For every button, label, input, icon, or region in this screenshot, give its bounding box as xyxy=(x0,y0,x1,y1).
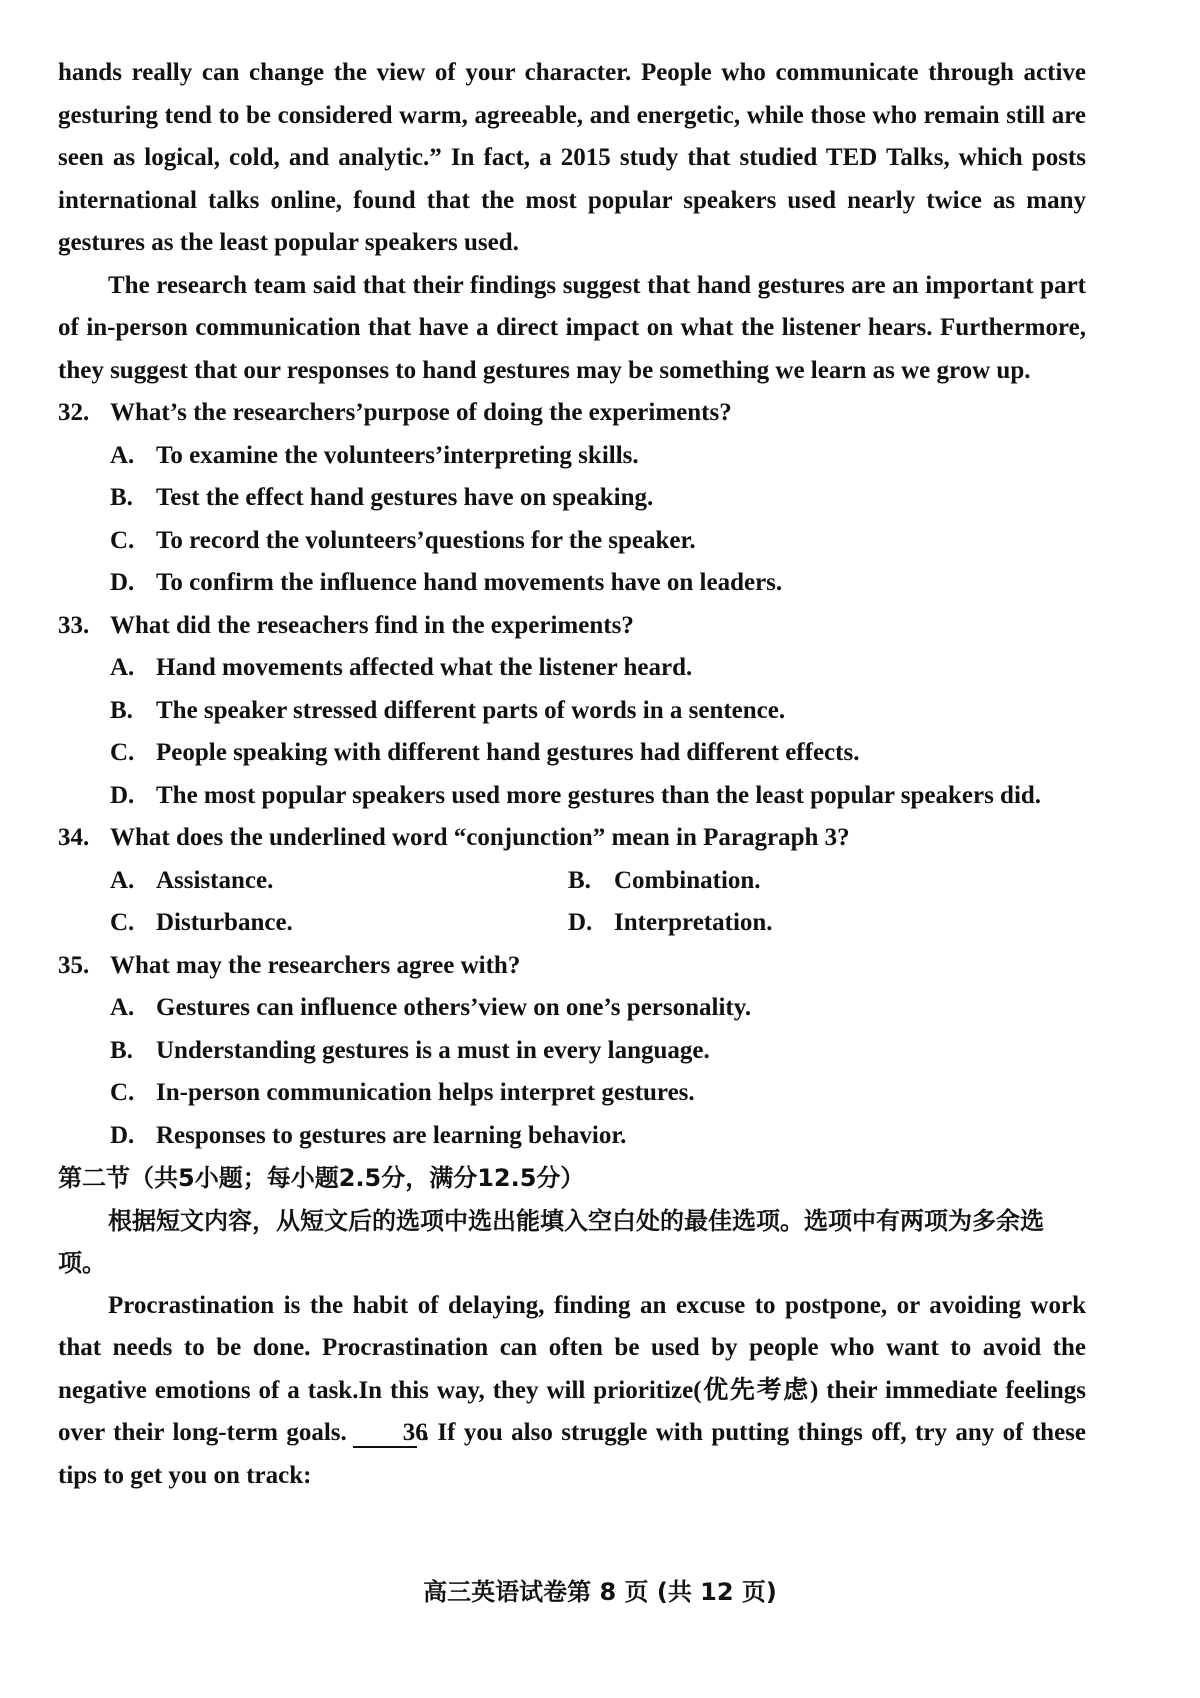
question-text: What does the underlined word “conjunction” mean in Paragraph 3? xyxy=(110,824,850,851)
procrastination-paragraph xyxy=(58,1285,1086,1498)
option-35-c: C. In-person communication helps interpret gestures. xyxy=(110,1079,695,1106)
option-32-d: D. To confirm the influence hand movements have on leaders. xyxy=(110,569,783,596)
option-35-b: B. Understanding gestures is a must in every language. xyxy=(110,1036,710,1064)
page-footer: 高三英语试卷第 8 页 (共 12 页) xyxy=(423,1578,777,1606)
option-33-b: B. The speaker stressed different parts of words in a sentence. xyxy=(110,696,786,724)
option-35-d: D. Responses to gestures are learning behavior. xyxy=(110,1121,627,1149)
blank-36: 36 xyxy=(353,1420,417,1448)
question-34 xyxy=(58,817,1086,860)
question-number: 33. xyxy=(58,611,90,639)
question-33 xyxy=(58,605,1086,648)
section-heading: 第二节（共5小题；每小题2.5分，满分12.5分） xyxy=(58,1164,585,1192)
question-number: 35. xyxy=(58,951,90,979)
option-34-a: A. Assistance. xyxy=(110,866,274,894)
option-33-c: C. People speaking with different hand gestures had different effects. xyxy=(110,739,860,766)
question-number: 32. xyxy=(58,399,90,426)
exam-page xyxy=(58,52,1086,1497)
paragraph-text-before-blank: Procrastination is the habit of delaying, finding an excuse to postpone, or avoiding work that needs to be done. Procrastination can often be used by people who want to avoid the negative emotions of a task.In this way, they will prioritize(优先考虑) their immediate feelings over their long-term goals. xyxy=(58,1291,1086,1446)
passage-paragraph-2: The research team said that their findings suggest that hand gestures are an important part of in-person communication that have a direct impact on what the listener hears. Furthermore, they suggest that our responses to hand gestures may be something we learn as we grow up. xyxy=(58,271,1086,384)
option-32-b: B. Test the effect hand gestures have on speaking. xyxy=(110,484,654,511)
question-number: 34. xyxy=(58,824,90,851)
option-33-d: D. The most popular speakers used more gestures than the least popular speakers did. xyxy=(110,781,1042,809)
option-34-d: D. Interpretation. xyxy=(568,909,773,936)
option-32-a: A. To examine the volunteers’interpreting skills. xyxy=(110,441,639,469)
question-35 xyxy=(58,945,1086,988)
option-35-a: A. Gestures can influence others’view on one’s personality. xyxy=(110,994,752,1021)
question-32 xyxy=(58,392,1086,435)
question-text: What did the reseachers find in the experiments? xyxy=(110,611,634,639)
option-row-34-cd xyxy=(110,902,1086,945)
option-34-c: C. Disturbance. xyxy=(110,909,293,936)
paragraph-text-after-blank: . If you also struggle with putting things off, try any of these tips to get you on track: xyxy=(58,1419,1086,1489)
option-row-34-ab xyxy=(110,860,1086,903)
passage-paragraph-1: hands really can change the view of your character. People who communicate through active gesturing tend to be considered warm, agreeable, and energetic, while those who remain still are seen as logical, cold, and analytic.” In fact, a 2015 study that studied TED Talks, which posts international talks online, found that the most popular speakers used nearly twice as many gestures as the least popular speakers used. xyxy=(58,59,1086,256)
option-32-c: C. To record the volunteers’questions for the speaker. xyxy=(110,526,696,554)
option-33-a: A. Hand movements affected what the listener heard. xyxy=(110,654,693,681)
question-text: What’s the researchers’purpose of doing the experiments? xyxy=(110,399,732,426)
question-text: What may the researchers agree with? xyxy=(110,951,521,979)
option-34-b: B. Combination. xyxy=(568,866,761,894)
section-instruction: 根据短文内容，从短文后的选项中选出能填入空白处的最佳选项。选项中有两项为多余选项。 xyxy=(58,1206,1044,1277)
